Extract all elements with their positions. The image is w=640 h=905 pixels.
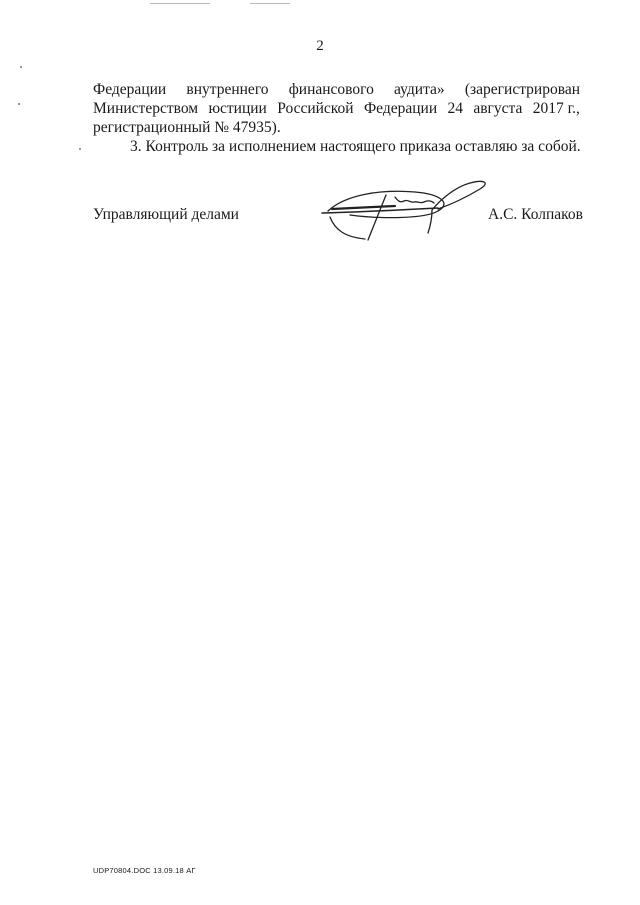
signatory-name: А.С. Колпаков <box>488 206 583 223</box>
scan-edge-mark <box>150 3 210 4</box>
word: юстиции <box>208 100 267 117</box>
scan-speck <box>18 103 20 105</box>
page-number: 2 <box>316 38 324 54</box>
scan-edge-mark <box>250 3 290 4</box>
word: 2017 г., <box>532 100 580 117</box>
signatory-title: Управляющий делами <box>93 206 239 223</box>
body-line-1 <box>93 80 580 100</box>
body-line-2 <box>93 99 580 119</box>
word: (зарегистрирован <box>464 81 580 98</box>
word: Российской <box>277 100 354 117</box>
word: августа <box>473 100 523 117</box>
body-line-4: 3. Контроль за исполнением настоящего приказа оставляю за собой. <box>130 138 581 155</box>
scan-speck <box>79 148 81 150</box>
word: аудита» <box>394 81 445 98</box>
word: Министерством <box>93 100 199 117</box>
word: 24 <box>447 100 463 117</box>
handwritten-signature-icon <box>320 175 495 250</box>
scan-speck <box>20 66 22 68</box>
word: Федерации <box>93 81 167 98</box>
word: Федерации <box>363 100 438 117</box>
document-code: UDP70804.DOC 13.09.18 АГ <box>93 866 196 875</box>
word: финансового <box>288 81 374 98</box>
body-line-3: регистрационный № 47935). <box>93 119 281 136</box>
word: внутреннего <box>186 81 269 98</box>
